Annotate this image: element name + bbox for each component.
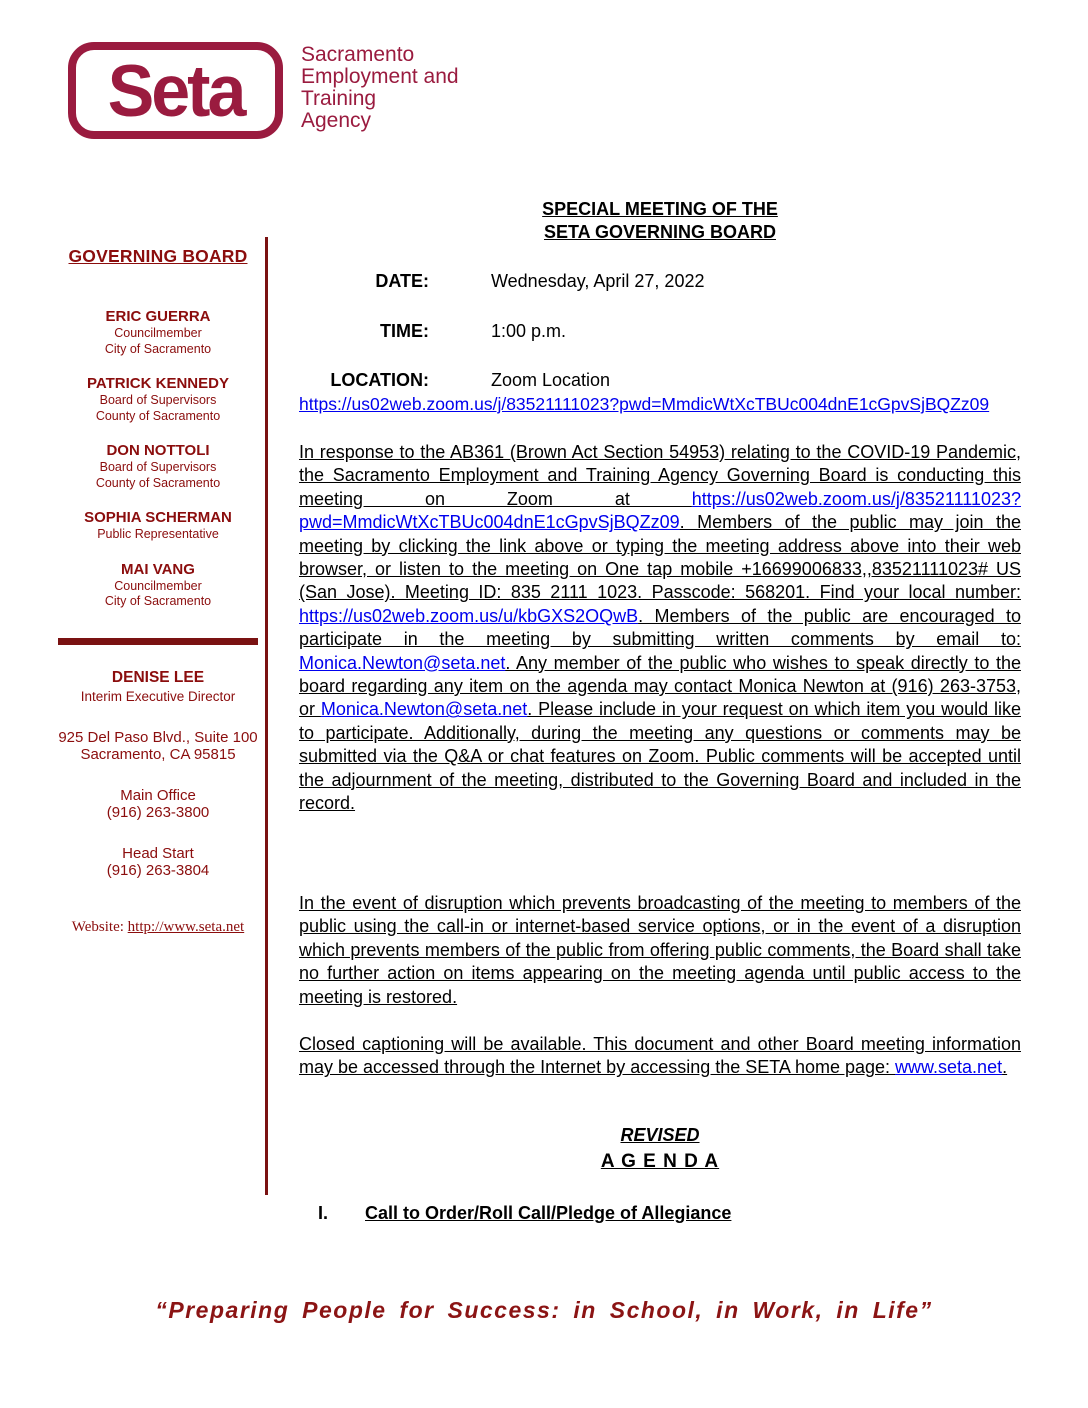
meeting-title-line2: SETA GOVERNING BOARD — [543, 222, 776, 242]
agency-name — [301, 42, 459, 132]
meeting-date-row — [299, 271, 704, 292]
disruption-policy-paragraph: In the event of disruption which prevents broadcasting of the meeting to members of the public using the call-in or internet-based service options, or in the event of a disruption which prevents members of the public from offering public comments, the Board shall take no further action on items appearing on the meeting agenda until public access to the meeting is restored. — [299, 893, 1021, 1007]
meeting-title — [299, 198, 1021, 244]
agency-name-line: Employment and — [301, 65, 459, 88]
location-value: Zoom Location — [491, 370, 611, 390]
agenda-item-numeral: I. — [318, 1203, 329, 1223]
main-content — [299, 198, 1021, 1223]
seta-logo — [68, 42, 283, 139]
member-name: MAI VANG — [121, 560, 195, 578]
head-start-contact — [55, 845, 261, 879]
board-member — [55, 560, 261, 610]
meeting-location-row — [299, 370, 610, 391]
inline-link[interactable]: www.seta.net — [895, 1057, 1003, 1078]
address-line: Sacramento, CA 95815 — [80, 745, 236, 763]
member-name: PATRICK KENNEDY — [87, 375, 229, 392]
executive-director — [55, 668, 261, 705]
director-title: Interim Executive Director — [80, 688, 236, 704]
board-member — [55, 374, 261, 424]
sidebar-heading: GOVERNING BOARD — [68, 246, 248, 266]
revised-label: REVISED — [620, 1125, 700, 1145]
member-org: City of Sacramento — [104, 341, 212, 356]
member-role: Councilmember — [114, 578, 202, 593]
contact-phone: (916) 263-3800 — [106, 803, 210, 821]
agency-name-line: Sacramento — [301, 43, 415, 66]
contact-label: Head Start — [122, 844, 194, 862]
date-label: DATE: — [375, 271, 429, 291]
agency-name-line: Agency — [301, 109, 372, 132]
sidebar-divider-line — [265, 237, 268, 1195]
time-label: TIME: — [380, 321, 429, 341]
inline-link[interactable]: https://us02web.zoom.us/u/kbGXS2OQwB — [299, 605, 639, 626]
date-value: Wednesday, April 27, 2022 — [491, 271, 705, 291]
main-office-contact — [55, 787, 261, 821]
sidebar-rule-bar — [58, 638, 258, 645]
board-member — [55, 508, 261, 543]
public-participation-paragraph: In response to the AB361 (Brown Act Section 54953) relating to the COVID-19 Pandemic, the Sacramento Employment and Training Agency Governing Board is conducting this meeting on Zoom at https://us02web.zoom.us/j/83521111023?pwd=MmdicWtXcTBUc004dnE1cGpvSjBQZz09. Members of the public may join the meeting by clicking the link above or typing the meeting address above into their web browser, or listen to the meeting on One tap mobile +16699006833,,83521111023# US (San Jose). Meeting ID: 835 2111 1023. Passcode: 568201. Find your local number: https://us02web.zoom.us/u/kbGXS2OQwB. Members of the public are encouraged to participate in the meeting by submitting written comments by email to: Monica.Newton@seta.net. Any member of the public who wishes to speak directly to the board regarding any item on the agenda may contact Monica Newton at (916) 263-3753, or Monica.Newton@seta.net. Please include in your request on which item you would like to participate. Additionally, during the meeting any questions or comments may be submitted via the Q&A or chat features on Zoom. Public comments will be accepted until the adjournment of the meeting, distributed to the Governing Board and included in the record. — [299, 442, 1021, 814]
website-link[interactable]: http://www.seta.net — [127, 918, 245, 935]
member-name: DON NOTTOLI — [106, 442, 210, 459]
member-role: Public Representative — [97, 527, 219, 541]
inline-link[interactable]: Monica.Newton@seta.net — [320, 699, 528, 720]
member-org: County of Sacramento — [95, 408, 221, 423]
location-label: LOCATION: — [330, 370, 429, 390]
zoom-meeting-link[interactable]: https://us02web.zoom.us/j/83521111023?pwd=MmdicWtXcTBUc004dnE1cGpvSjBQZz09 — [299, 394, 990, 414]
zoom-location-link-row — [299, 394, 989, 415]
website-line — [55, 919, 261, 936]
meeting-title-line1: SPECIAL MEETING OF THE — [542, 199, 778, 219]
member-name: ERIC GUERRA — [105, 308, 211, 325]
member-name: SOPHIA SCHERMAN — [84, 509, 232, 526]
governing-board-sidebar — [55, 246, 261, 936]
agency-name-line: Training — [301, 87, 377, 110]
address-line: 925 Del Paso Blvd., Suite 100 — [58, 728, 258, 746]
website-label: Website: — [71, 918, 124, 935]
board-members-list — [55, 307, 261, 610]
meeting-time-row — [299, 321, 566, 342]
member-org: County of Sacramento — [95, 475, 221, 490]
agenda-item-text: Call to Order/Roll Call/Pledge of Allegiance — [365, 1203, 732, 1223]
member-role: Councilmember — [114, 326, 202, 340]
inline-link[interactable]: Monica.Newton@seta.net — [299, 652, 506, 673]
closed-captioning-paragraph: Closed captioning will be available. This document and other Board meeting information may be accessed through the Internet by accessing the SETA home page: www.seta.net. — [299, 1034, 1021, 1078]
director-name: DENISE LEE — [111, 668, 205, 686]
time-value: 1:00 p.m. — [491, 321, 567, 341]
motto-footer: “Preparing People for Success: in School, in Work, in Life” — [155, 1297, 933, 1323]
member-role: Board of Supervisors — [99, 393, 217, 407]
board-member — [55, 441, 261, 491]
member-org: City of Sacramento — [104, 594, 212, 608]
document-header — [68, 42, 459, 139]
board-member — [55, 307, 261, 357]
member-role: Board of Supervisors — [99, 460, 217, 474]
seta-logo-mark: Seta — [107, 49, 244, 132]
agenda-heading: A G E N D A — [600, 1151, 720, 1172]
inline-link[interactable]: https://us02web.zoom.us/j/83521111023?pwd=MmdicWtXcTBUc004dnE1cGpvSjBQZz09 — [299, 488, 1021, 533]
contact-label: Main Office — [120, 786, 196, 804]
contact-phone: (916) 263-3804 — [106, 861, 210, 879]
office-address — [55, 729, 261, 763]
agenda-item-1 — [318, 1203, 731, 1224]
